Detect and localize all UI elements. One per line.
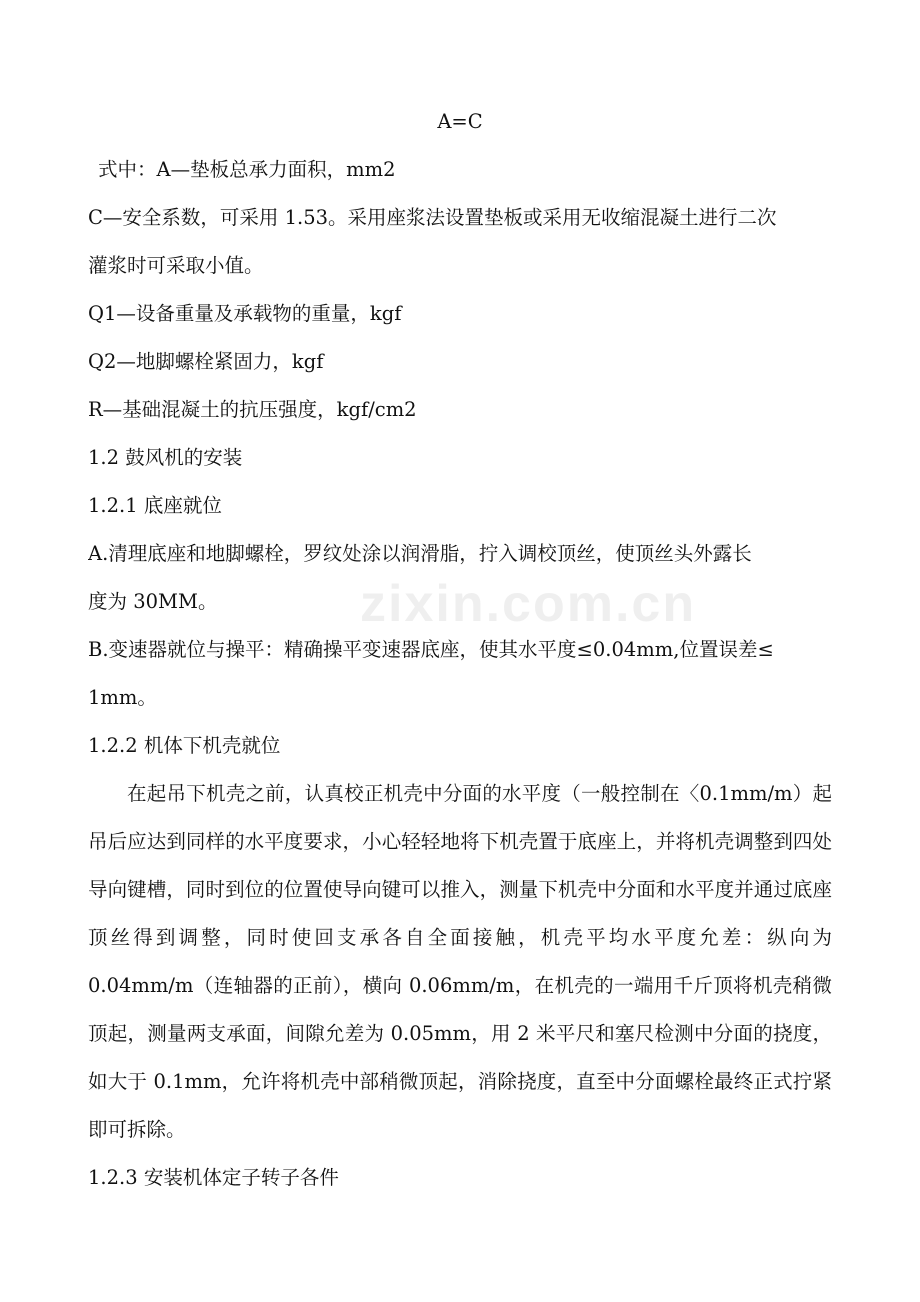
text-line: A.清理底座和地脚螺栓，罗纹处涂以润滑脂，拧入调校顶丝，使顶丝头外露长	[88, 542, 752, 565]
section-heading: 1.2 鼓风机的安装	[88, 446, 243, 469]
text-line: 式中：A—垫板总承力面积，mm2	[98, 158, 396, 181]
text-line: R—基础混凝土的抗压强度，kgf/cm2	[88, 398, 417, 421]
subsection-heading: 1.2.3 安装机体定子转子各件	[88, 1166, 339, 1189]
body-paragraph: 在起吊下机壳之前，认真校正机壳中分面的水平度（一般控制在〈0.1mm/m）起吊后应达到同样的水平度要求，小心轻轻地将下机壳置于底座上，并将机壳调整到四处导向键槽，同时到位的位置使导向键可以推入，测量下机壳中分面和水平度并通过底座顶丝得到调整，同时使回支承各自全面接触，机壳平均水平度允差：纵向为 0.04mm/m（连轴器的正前），横向 0.06mm/m，在机壳的一端用千斤顶将机壳稍微顶起，测量两支承面，间隙允差为 0.05mm，用 2 米平尺和塞尺检测中分面的挠度，如大于 0.1mm，允许将机壳中部稍微顶起，消除挠度，直至中分面螺栓最终正式拧紧即可拆除。	[88, 782, 832, 1141]
text-line: C—安全系数，可采用 1.53。采用座浆法设置垫板或采用无收缩混凝土进行二次	[88, 206, 777, 229]
subsection-heading: 1.2.2 机体下机壳就位	[88, 734, 281, 757]
text-line: B.变速器就位与操平：精确操平变速器底座，使其水平度≤0.04mm,位置误差≤	[88, 638, 774, 661]
text-line: 灌浆时可采取小值。	[88, 254, 264, 277]
text-line: Q2—地脚螺栓紧固力，kgf	[88, 350, 324, 373]
formula-line: A=C	[437, 110, 483, 133]
text-line: 1mm。	[88, 686, 157, 709]
text-line: Q1—设备重量及承载物的重量，kgf	[88, 302, 402, 325]
watermark: zixin.com.cn	[360, 575, 697, 633]
document-body	[88, 98, 832, 1202]
text-line: 度为 30MM。	[88, 590, 218, 613]
subsection-heading: 1.2.1 底座就位	[88, 494, 222, 517]
